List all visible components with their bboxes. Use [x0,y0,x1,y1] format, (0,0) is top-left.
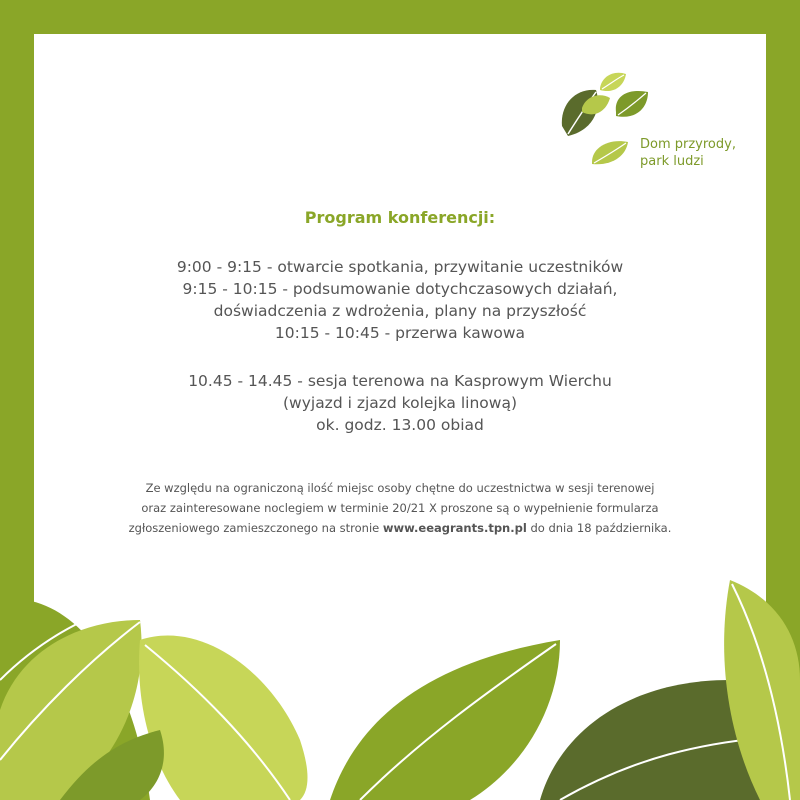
logo-text [640,136,736,170]
schedule-gap [0,344,800,370]
schedule-line: 10.45 - 14.45 - sesja terenowa na Kasprowym Wierchu [188,372,612,390]
schedule-line: (wyjazd i zjazd kolejka linową) [282,394,517,412]
schedule-line: 9:00 - 9:15 - otwarcie spotkania, przywitanie uczestników [176,258,624,276]
schedule-line: 9:15 - 10:15 - podsumowanie dotychczasowych działań, [182,280,618,298]
registration-notice [0,478,800,538]
schedule-line: ok. godz. 13.00 obiad [316,416,484,434]
website-link[interactable]: www.eeagrants.tpn.pl [382,521,527,535]
notice-line-3 [0,518,800,538]
program-title: Program konferencji: [304,208,496,227]
program-schedule [0,256,800,436]
notice-text-before-link: zgłoszeniowego zamieszczonego na stronie [128,521,383,535]
notice-line-1: Ze względu na ograniczoną ilość miejsc osoby chętne do uczestnictwa w sesji terenowej [145,481,655,495]
schedule-line: doświadczenia z wdrożenia, plany na przyszłość [213,302,587,320]
decorative-leaves [0,560,800,800]
schedule-line: 10:15 - 10:45 - przerwa kawowa [274,324,526,342]
notice-text-after-link: do dnia 18 października. [526,521,672,535]
logo-line-1: Dom przyrody, [640,137,736,152]
logo-line-2: park ludzi [640,154,704,169]
notice-line-2: oraz zainteresowane noclegiem w terminie 20/21 X proszone są o wypełnienie formularza [141,501,659,515]
